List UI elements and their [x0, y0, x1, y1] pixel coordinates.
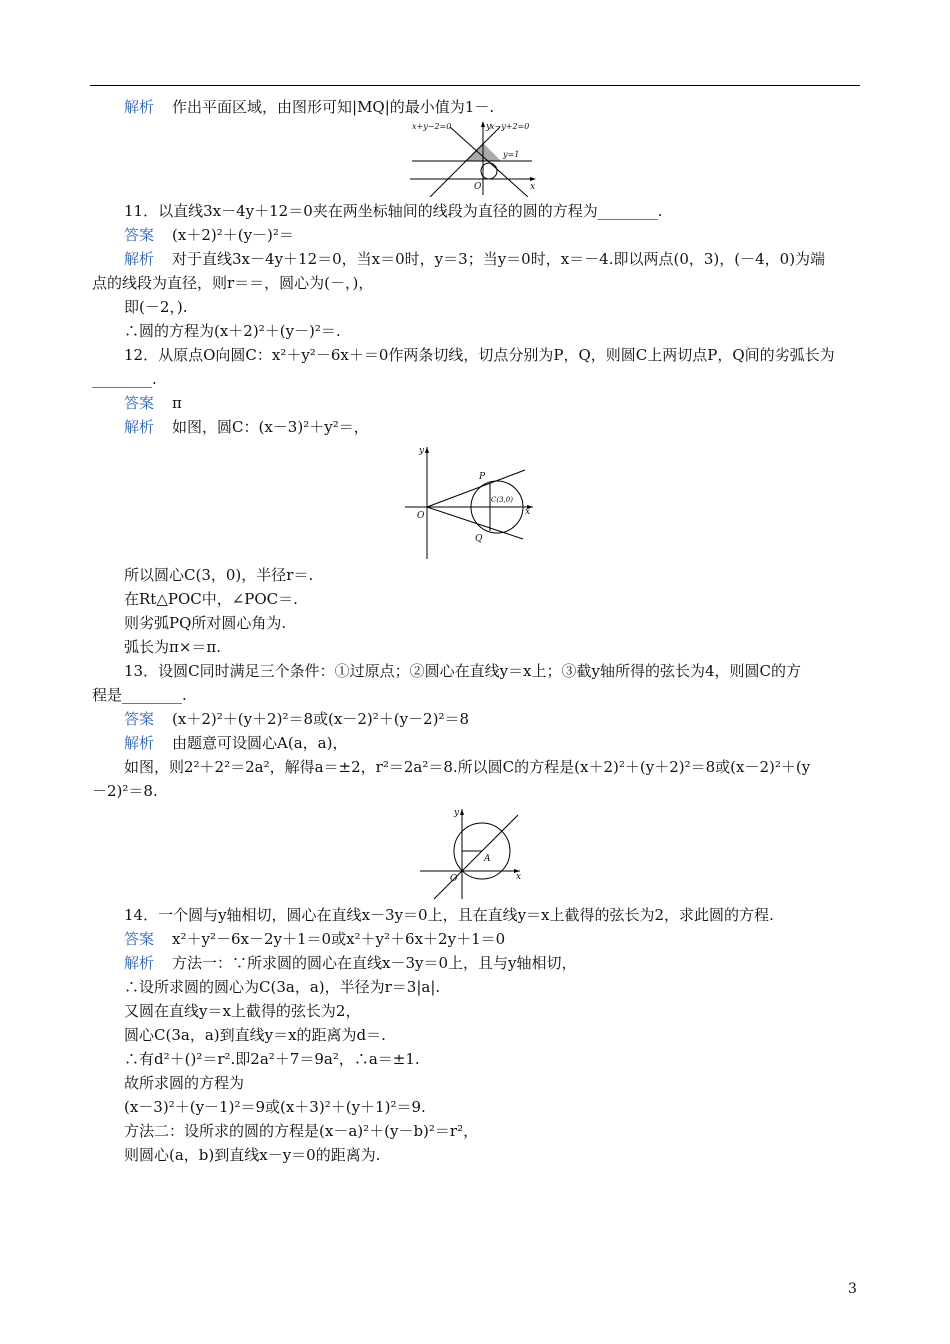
- item-28: 故所求圆的方程为: [124, 1074, 245, 1092]
- item-16: 程是________.: [92, 686, 187, 704]
- document-body: [92, 95, 858, 1167]
- item-12: 在Rt△POC中，∠POC＝.: [124, 590, 298, 608]
- answer-label: 答案: [124, 226, 155, 244]
- item-18: 解析 由题意可设圆心A(a，a)，: [124, 734, 348, 752]
- fig1-label-line3: y=1: [503, 150, 520, 159]
- item-10: 解析 如图，圆C：(x－3)²＋y²＝，: [124, 418, 369, 436]
- figure-region: [410, 121, 540, 197]
- item-24: ∴设所求圆的圆心为C(3a，a)，半径为r＝3|a|.: [124, 978, 441, 996]
- question-12: 12．从原点O向圆C：x²＋y²－6x＋＝0作两条切线，切点分别为P，Q，则圆C上两切点P，Q间的劣弧长为: [124, 346, 835, 364]
- fig2-x-label: x: [525, 507, 531, 517]
- fig2-point-q: Q: [475, 534, 483, 544]
- fig1-y-label: y: [486, 122, 492, 132]
- item-8: ________.: [92, 370, 157, 388]
- answer-label: 答案: [124, 394, 155, 412]
- analysis-label: 解析: [124, 954, 155, 972]
- fig2-y-label: y: [419, 446, 425, 456]
- item-6: ∴圆的方程为(x＋2)²＋(y－)²＝.: [124, 322, 341, 340]
- fig2-origin-label: O: [417, 511, 425, 521]
- item-5: 即(－2，).: [124, 298, 188, 316]
- item-25: 又圆在直线y＝x上截得的弦长为2，: [124, 1002, 361, 1020]
- fig3-center-label: A: [484, 854, 491, 864]
- answer-label: 答案: [124, 930, 155, 948]
- item-17: 答案 (x＋2)²＋(y＋2)²＝8或(x－2)²＋(y－2)²＝8: [124, 710, 470, 728]
- item-26: 圆心C(3a，a)到直线y＝x的距离为d＝.: [124, 1026, 386, 1044]
- item-4: 点的线段为直径，则r＝＝，圆心为(－，)，: [92, 274, 374, 292]
- figure-circle-a: [420, 805, 530, 901]
- item-13: 则劣弧PQ所对圆心角为.: [124, 614, 287, 632]
- item-0: 解析 作出平面区域，由图形可知|MQ|的最小值为1－.: [124, 98, 495, 116]
- analysis-label: 解析: [124, 734, 155, 752]
- fig1-label-line1: x+y−2=0: [412, 122, 452, 131]
- fig3-x-label: x: [516, 872, 522, 882]
- fig2-point-p: P: [479, 472, 486, 482]
- header-rule: [90, 85, 860, 86]
- item-30: 方法二：设所求的圆的方程是(x－a)²＋(y－b)²＝r²，: [124, 1122, 479, 1140]
- fig3-y-label: y: [454, 808, 460, 818]
- fig1-label-line2: x−y+2=0: [490, 122, 530, 131]
- item-23: 解析 方法一：∵所求圆的圆心在直线x－3y＝0上，且与y轴相切，: [124, 954, 577, 972]
- item-31: 则圆心(a，b)到直线x－y＝0的距离为.: [124, 1146, 381, 1164]
- item-20: －2)²＝8.: [92, 782, 158, 800]
- figure-tangent-circle: [405, 441, 545, 561]
- item-14: 弧长为π×＝π.: [124, 638, 222, 656]
- item-2: 答案 (x＋2)²＋(y－)²＝: [124, 226, 294, 244]
- fig1-x-label: x: [530, 182, 536, 192]
- item-9: 答案 π: [124, 394, 182, 412]
- item-29: (x－3)²＋(y－1)²＝9或(x＋3)²＋(y＋1)²＝9.: [124, 1098, 426, 1116]
- fig3-origin-label: O: [450, 874, 458, 884]
- analysis-label: 解析: [124, 98, 155, 116]
- question-13: 13．设圆C同时满足三个条件：①过原点；②圆心在直线y＝x上；③截y轴所得的弦长为4，则圆C的方: [124, 662, 801, 680]
- question-11: 11．以直线3x－4y＋12＝0夹在两坐标轴间的线段为直径的圆的方程为________.: [124, 202, 663, 220]
- analysis-label: 解析: [124, 418, 155, 436]
- analysis-label: 解析: [124, 250, 155, 268]
- fig2-center-label: C(3,0): [491, 496, 513, 504]
- item-11: 所以圆心C(3，0)，半径r＝.: [124, 566, 314, 584]
- page-number: 3: [848, 1281, 857, 1297]
- item-19: 如图，则2²＋2²＝2a²，解得a＝±2，r²＝2a²＝8.所以圆C的方程是(x＋2)²＋(y＋2)²＝8或(x－2)²＋(y: [124, 758, 811, 776]
- item-27: ∴有d²＋()²＝r².即2a²＋7＝9a²，∴a＝±1.: [124, 1050, 420, 1068]
- item-3: 解析 对于直线3x－4y＋12＝0，当x＝0时，y＝3；当y＝0时，x＝－4.即以两点(0，3)，(－4，0)为端: [124, 250, 826, 268]
- item-22: 答案 x²＋y²－6x－2y＋1＝0或x²＋y²＋6x＋2y＋1＝0: [124, 930, 506, 948]
- question-14: 14．一个圆与y轴相切，圆心在直线x－3y＝0上，且在直线y＝x上截得的弦长为2，求此圆的方程.: [124, 906, 774, 924]
- answer-label: 答案: [124, 710, 155, 728]
- fig1-origin-label: O: [474, 182, 482, 192]
